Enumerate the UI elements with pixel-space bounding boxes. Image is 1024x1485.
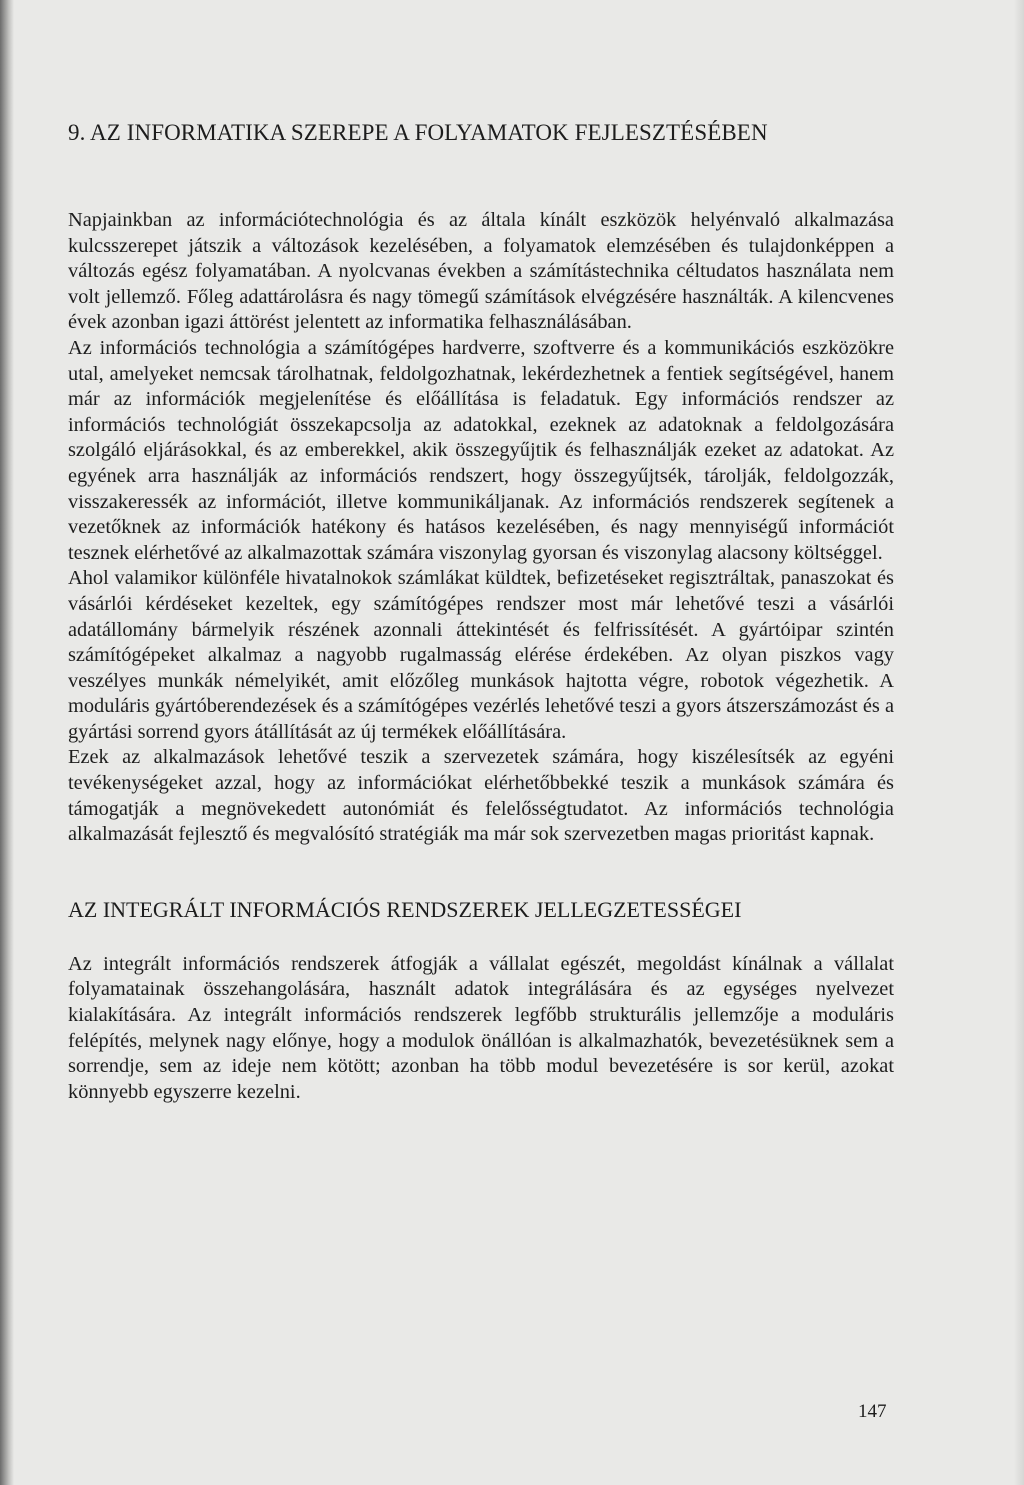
- page-number: 147: [858, 1401, 887, 1422]
- page-binding-shadow: [0, 0, 14, 1485]
- spacer: [68, 924, 894, 952]
- page-content: [68, 118, 894, 1105]
- section-title: AZ INTEGRÁLT INFORMÁCIÓS RENDSZEREK JELLEGZETESSÉGEI: [68, 896, 742, 922]
- paragraph-strategies: Ezek az alkalmazások lehetővé teszik a szervezetek számára, hogy kiszélesítsék az egyéni tevékenységeket azzal, hogy az információkat elérhetőbbekké teszik a munkások számára és támogatják a megnövekedett autonómiát és felelősségtudatot. Az információs technológia alkalmazását fejlesztő és megvalósító stratégiák ma már sok szervezetben magas prioritást kapnak.: [68, 746, 894, 846]
- spacer: [68, 848, 894, 896]
- paragraph-it-definition: Az információs technológia a számítógépes hardverre, szoftverre és a kommunikációs eszközökre utal, amelyeket nemcsak tárolhatnak, feldolgozhatnak, lekérdezhetnek a fentiek segítségével, hanem már az információk megjelenítése és előállítása is feladatuk. Egy információs rendszer az információs technológiát összekapcsolja az adatokkal, ezeknek az adatoknak a feldolgozására szolgáló eljárásokkal, és az emberekkel, akik összegyűjtik és felhasználják ezeket az adatokat. Az egyének arra használják az információs rendszert, hogy összegyűjtsék, tárolják, feldolgozzák, visszakeressék az információt, illetve kommunikáljanak. Az információs rendszerek segítenek a vezetőknek az információk hatékony és hatásos kezelésében, és nagy mennyiségű információt tesznek elérhetővé az alkalmazottak számára viszonylag gyorsan és viszonylag alacsony költséggel.: [68, 336, 894, 564]
- spacer: [68, 148, 894, 208]
- chapter-title: 9. AZ INFORMATIKA SZEREPE A FOLYAMATOK FEJLESZTÉSÉBEN: [68, 120, 768, 145]
- paragraph-integrated-systems: Az integrált információs rendszerek átfogják a vállalat egészét, megoldást kínálnak a vállalat folyamatainak összehangolására, használt adatok integrálására és az egységes nyelvezet kialakítására. Az integrált információs rendszerek legfőbb strukturális jellemzője a moduláris felépítés, melynek nagy előnye, hogy a modulok önállóan is alkalmazhatók, bevezetésüknek sem a sorrendje, sem az ideje nem kötött; azonban ha több modul bevezetésére is sor kerül, azokat könnyebb egyszerre kezelni.: [68, 952, 894, 1103]
- page-edge: [1014, 0, 1024, 1485]
- paragraph-applications: Ahol valamikor különféle hivatalnokok számlákat küldtek, befizetéseket regisztráltak, panaszokat és vásárlói kérdéseket kezeltek, egy számítógépes rendszer most már lehetővé teszi a vásárlói adatállomány bármelyik részének azonnali áttekintését és felfrissítését. A gyártóipar szintén számítógépeket alkalmaz a nagyobb rugalmasság elérése érdekében. Az olyan piszkos vagy veszélyes munkák némelyikét, amit előzőleg munkások hajtotta végre, robotok végezhetik. A moduláris gyártóberendezések és a számítógépes vezérlés lehetővé teszi a gyors átszerszámozást és a gyártási sorrend gyors átállítását az új termékek előállítására.: [68, 567, 894, 743]
- paragraph-intro: Napjainkban az információtechnológia és az általa kínált eszközök helyénvaló alkalmazása kulcsszerepet játszik a változások kezelésében, a folyamatok elemzésében és tulajdonképpen a változás egész folyamatában. A nyolcvanas években a számítástechnika céltudatos használata nem volt jellemző. Főleg adattárolásra és nagy tömegű számítások elvégzésére használták. A kilencvenes évek azonban igazi áttörést jelentett az informatika felhasználásában.: [68, 209, 894, 334]
